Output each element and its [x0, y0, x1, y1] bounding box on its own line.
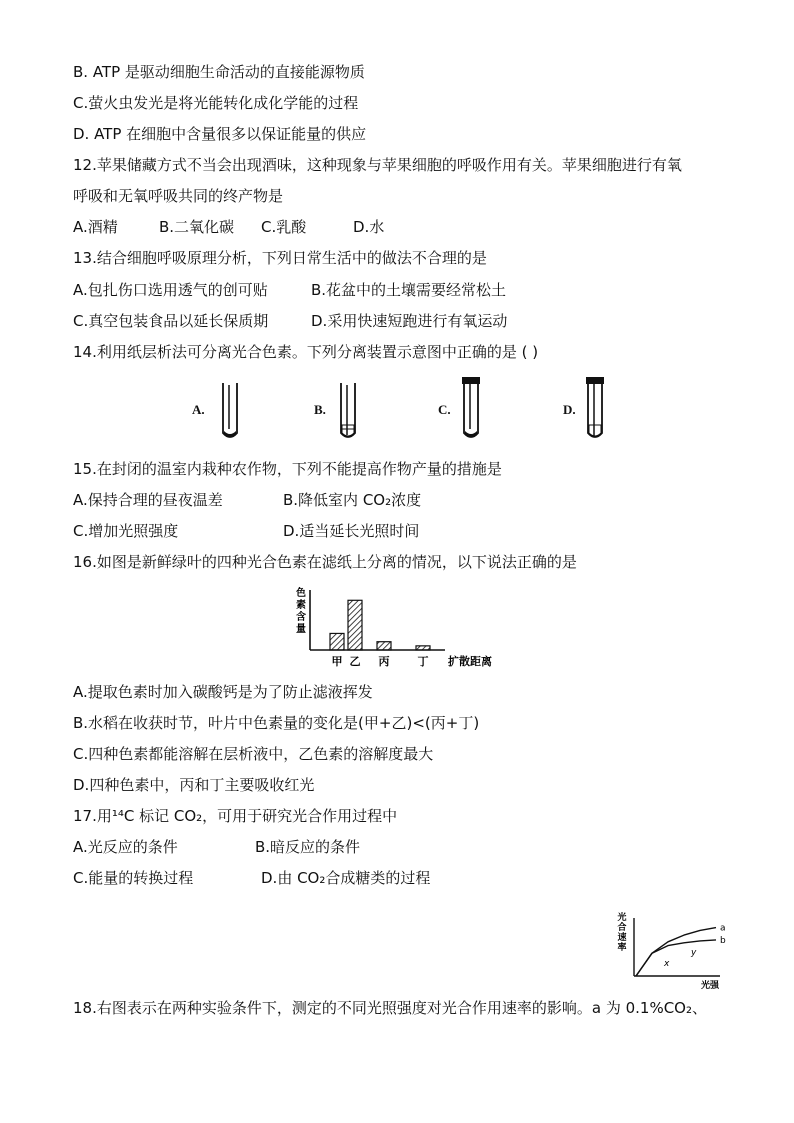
y-axis-label-char: 量 — [296, 624, 306, 635]
q12-stem-line1: 12.苹果储藏方式不当会出现酒味，这种现象与苹果细胞的呼吸作用有关。苹果细胞进行有氧 — [73, 156, 682, 174]
series-line-a — [636, 928, 716, 976]
series-label-a: a — [720, 923, 726, 934]
q12-option-a: A.酒精 — [73, 218, 118, 236]
y-axis-label-char: 含 — [296, 612, 306, 623]
q15-option-b: B.降低室内 CO₂浓度 — [283, 491, 422, 509]
q16-option-c: C.四种色素都能溶解在层析液中，乙色素的溶解度最大 — [73, 745, 434, 763]
q16-option-a: A.提取色素时加入碳酸钙是为了防止滤液挥发 — [73, 683, 373, 701]
q13-stem: 13.结合细胞呼吸原理分析，下列日常生活中的做法不合理的是 — [73, 249, 487, 267]
category-label: 甲 — [331, 655, 343, 668]
q13-option-a: A.包扎伤口选用透气的创可贴 — [73, 281, 268, 299]
y-axis-label — [617, 911, 626, 953]
q15-option-d: D.适当延长光照时间 — [283, 522, 420, 540]
bar-1 — [348, 600, 362, 650]
series-label-b: b — [720, 935, 726, 946]
q14-label-c: C. — [438, 402, 451, 417]
q17-stem: 17.用¹⁴C 标记 CO₂，可用于研究光合作用过程中 — [73, 807, 398, 825]
q12-option-b: B.二氧化碳 — [159, 218, 235, 236]
q16-option-d: D.四种色素中，丙和丁主要吸收红光 — [73, 776, 315, 794]
category-label: 丁 — [417, 655, 429, 668]
category-label: 丙 — [378, 655, 390, 668]
bar-2 — [377, 642, 391, 650]
q17-option-b: B.暗反应的条件 — [255, 838, 361, 856]
test-tube-d-icon — [580, 375, 610, 443]
q16-stem: 16.如图是新鲜绿叶的四种光合色素在滤纸上分离的情况，以下说法正确的是 — [73, 553, 577, 571]
q13-option-d: D.采用快速短跑进行有氧运动 — [311, 312, 508, 330]
x-axis-label: 光强 — [700, 981, 720, 990]
q14-label-d: D. — [563, 402, 576, 417]
y-axis-label-char: 速 — [617, 933, 627, 943]
annotation-x: x — [664, 959, 670, 969]
q13-option-b: B.花盆中的土壤需要经常松土 — [311, 281, 507, 299]
q14-label-b: B. — [314, 402, 326, 417]
q18-stem: 18.右图表示在两种实验条件下，测定的不同光照强度对光合作用速率的影响。a 为 0.1%CO₂、 — [73, 999, 707, 1017]
q15-option-c: C.增加光照强度 — [73, 522, 179, 540]
y-axis-label-char: 光 — [617, 913, 627, 923]
q16-option-b: B.水稻在收获时节，叶片中色素量的变化是(甲+乙)<(丙+丁) — [73, 714, 480, 732]
q12-option-d: D.水 — [353, 218, 385, 236]
q12-stem-line2: 呼吸和无氧呼吸共同的终产物是 — [73, 187, 284, 205]
q11-option-b: B. ATP 是驱动细胞生命活动的直接能源物质 — [73, 63, 365, 81]
y-axis-label-char: 率 — [617, 943, 627, 953]
q14-stem: 14.利用纸层析法可分离光合色素。下列分离装置示意图中正确的是 ( ) — [73, 343, 539, 361]
q15-stem: 15.在封闭的温室内栽种农作物，下列不能提高作物产量的措施是 — [73, 460, 502, 478]
x-axis-label: 扩散距离 — [448, 655, 492, 668]
q11-option-d: D. ATP 在细胞中含量很多以保证能量的供应 — [73, 125, 367, 143]
test-tube-c-icon — [456, 375, 486, 443]
test-tube-a-icon — [215, 377, 245, 443]
q17-option-d: D.由 CO₂合成糖类的过程 — [261, 869, 431, 887]
q14-figures — [0, 375, 794, 445]
series-line-b — [636, 940, 716, 976]
test-tube-b-icon — [333, 377, 363, 443]
q12-option-c: C.乳酸 — [261, 218, 307, 236]
bar-0 — [330, 633, 344, 650]
y-axis-label — [296, 586, 306, 635]
category-label: 乙 — [349, 655, 361, 668]
y-axis-label-char: 色 — [296, 588, 306, 599]
q15-option-a: A.保持合理的昼夜温差 — [73, 491, 223, 509]
q17-option-a: A.光反应的条件 — [73, 838, 178, 856]
q13-option-c: C.真空包装食品以延长保质期 — [73, 312, 269, 330]
light-rate-line-chart — [612, 910, 732, 990]
bar-3 — [416, 646, 430, 650]
q14-label-a: A. — [192, 402, 205, 417]
y-axis-label-char: 素 — [296, 600, 306, 611]
q17-option-c: C.能量的转换过程 — [73, 869, 194, 887]
pigment-bar-chart — [295, 584, 505, 670]
annotation-y: y — [691, 948, 697, 958]
y-axis-label-char: 合 — [617, 923, 627, 933]
q11-option-c: C.萤火虫发光是将光能转化成化学能的过程 — [73, 94, 359, 112]
